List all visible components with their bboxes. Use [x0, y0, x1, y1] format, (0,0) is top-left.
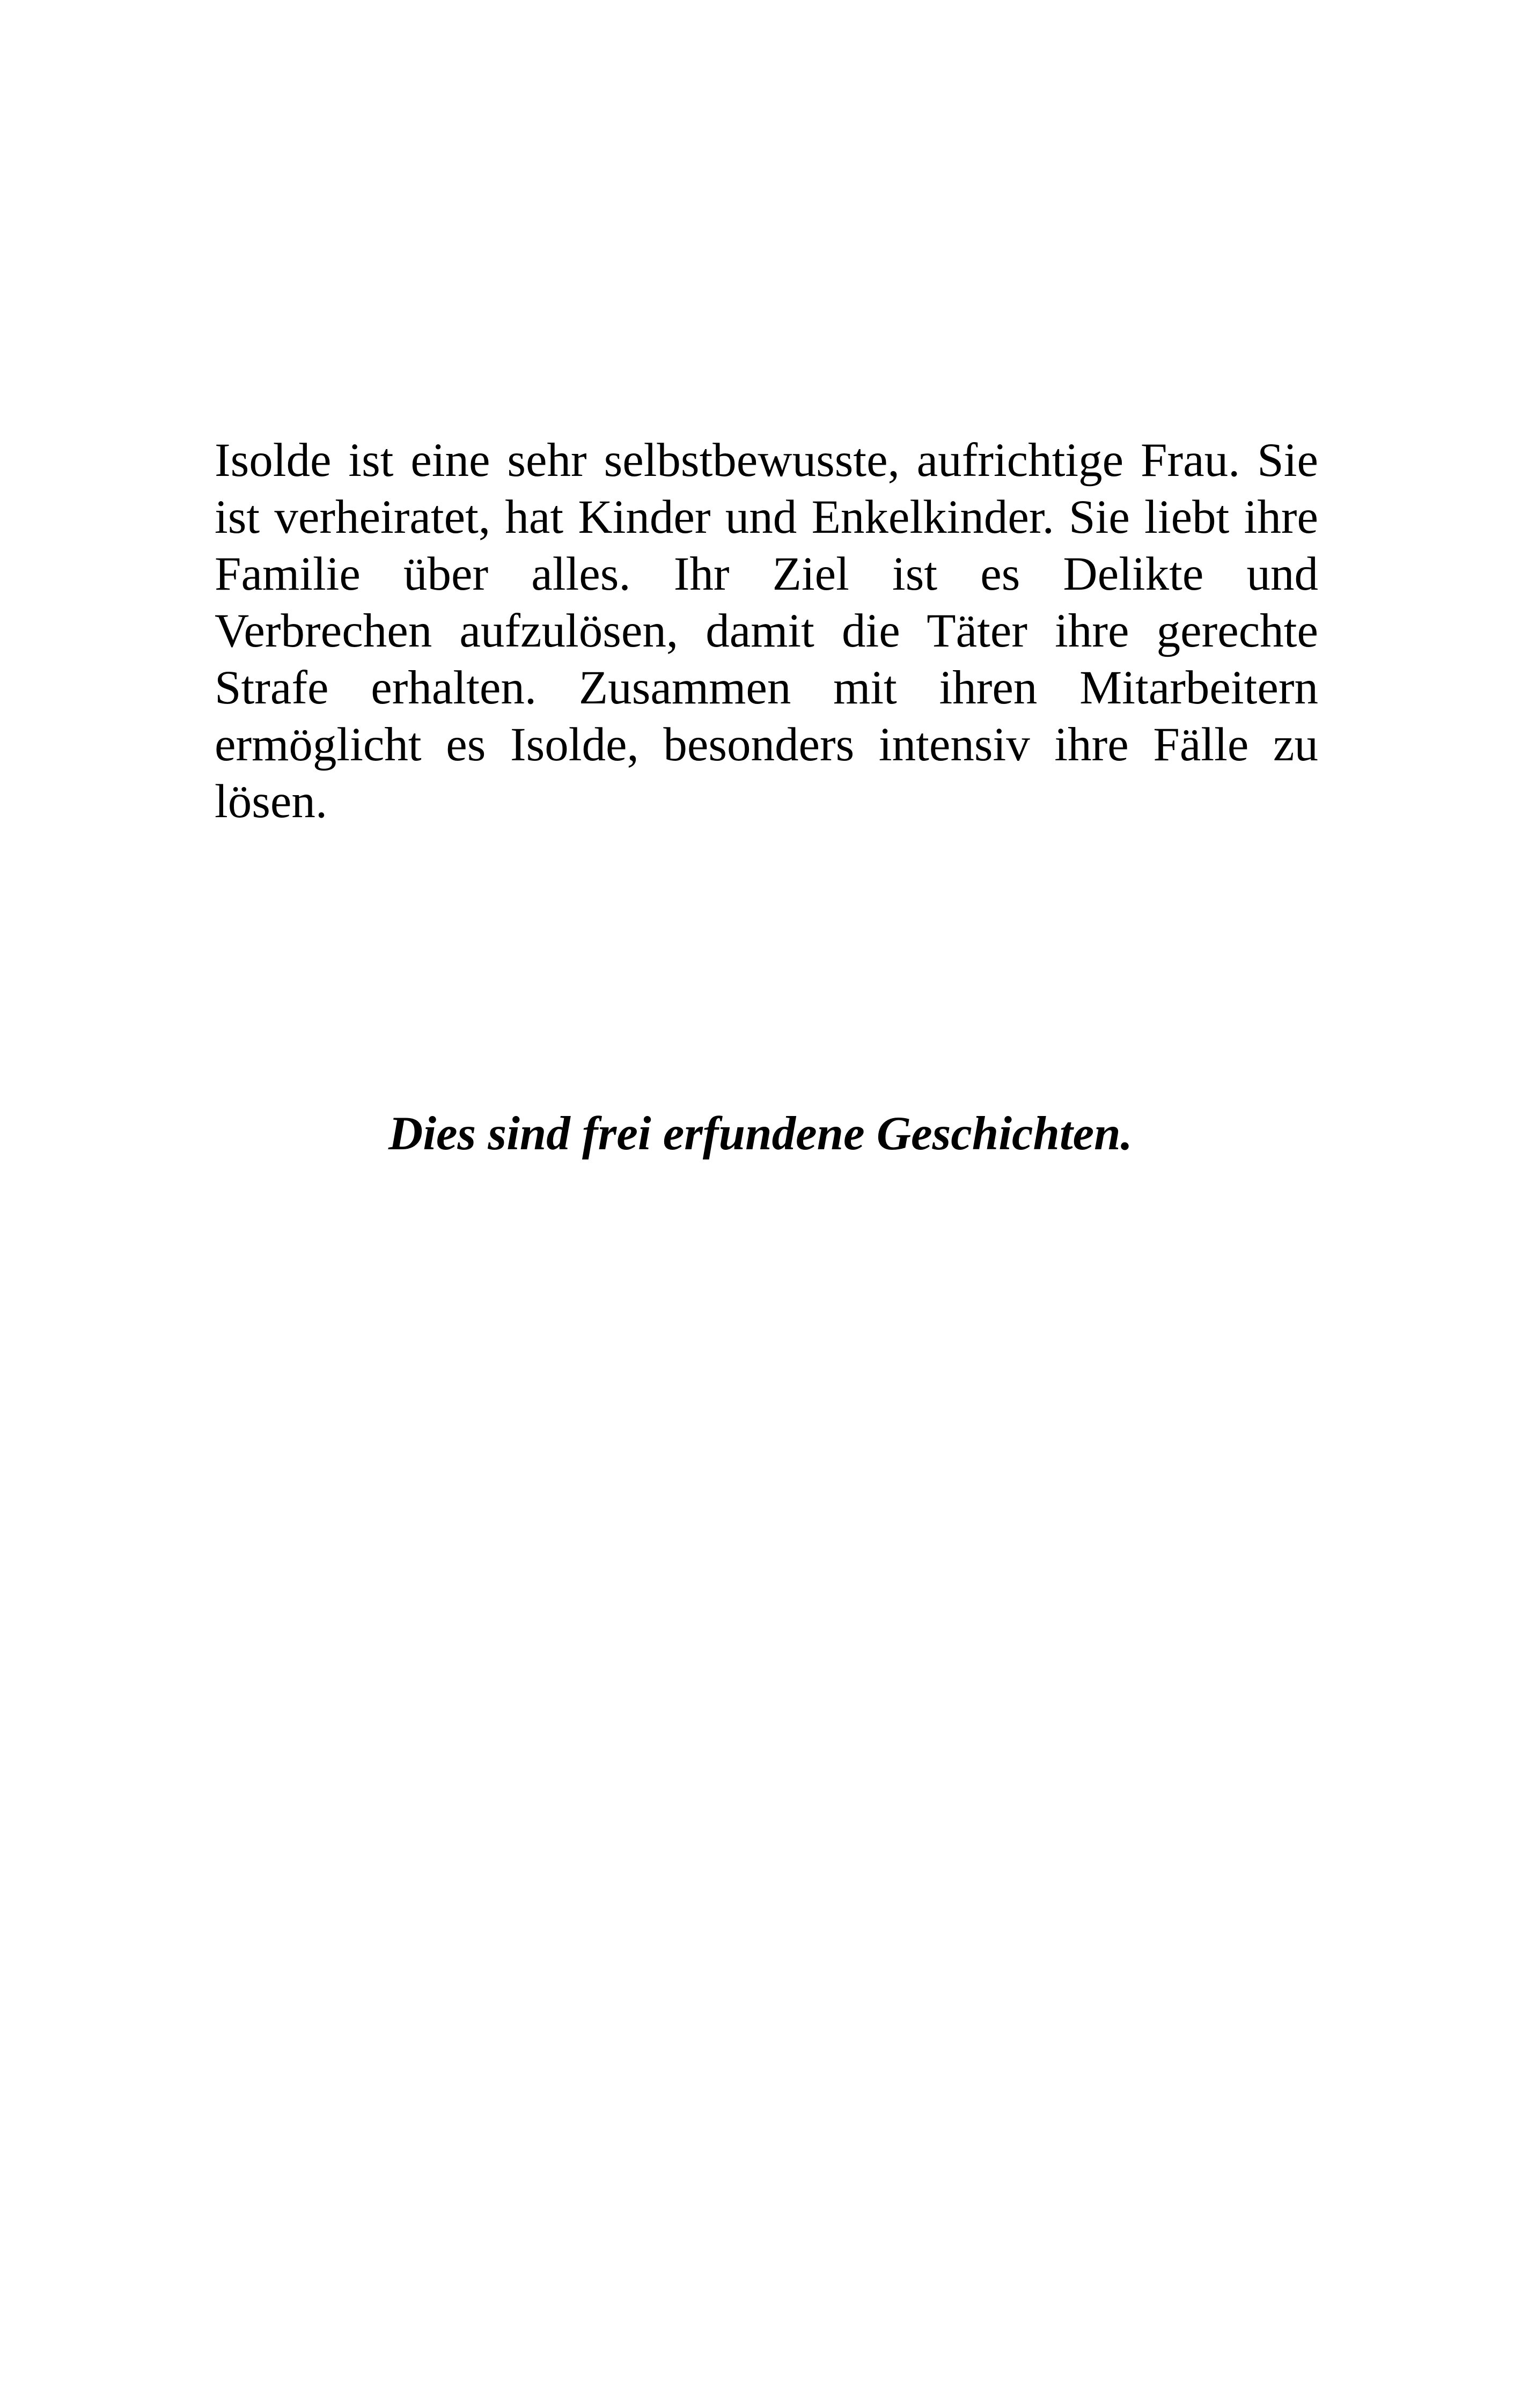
- paragraph-line: Familie über alles. Ihr Ziel ist es Delikte und: [215, 548, 1318, 600]
- paragraph-line: lösen.: [215, 775, 328, 828]
- fiction-disclaimer: Dies sind frei erfundene Geschichten.: [388, 1107, 1133, 1160]
- paragraph-line: Strafe erhalten. Zusammen mit ihren Mitarbeitern: [215, 662, 1318, 714]
- paragraph-line: Isolde ist eine sehr selbstbewusste, aufrichtige Frau. Sie: [215, 434, 1318, 487]
- paragraph-line: Verbrechen aufzulösen, damit die Täter ihre gerechte: [215, 605, 1318, 657]
- paragraph-line: ermöglicht es Isolde, besonders intensiv ihre Fälle zu: [215, 718, 1318, 771]
- paragraph-line: ist verheiratet, hat Kinder und Enkelkinder. Sie liebt ihre: [215, 491, 1318, 544]
- body-paragraph: [215, 432, 1318, 830]
